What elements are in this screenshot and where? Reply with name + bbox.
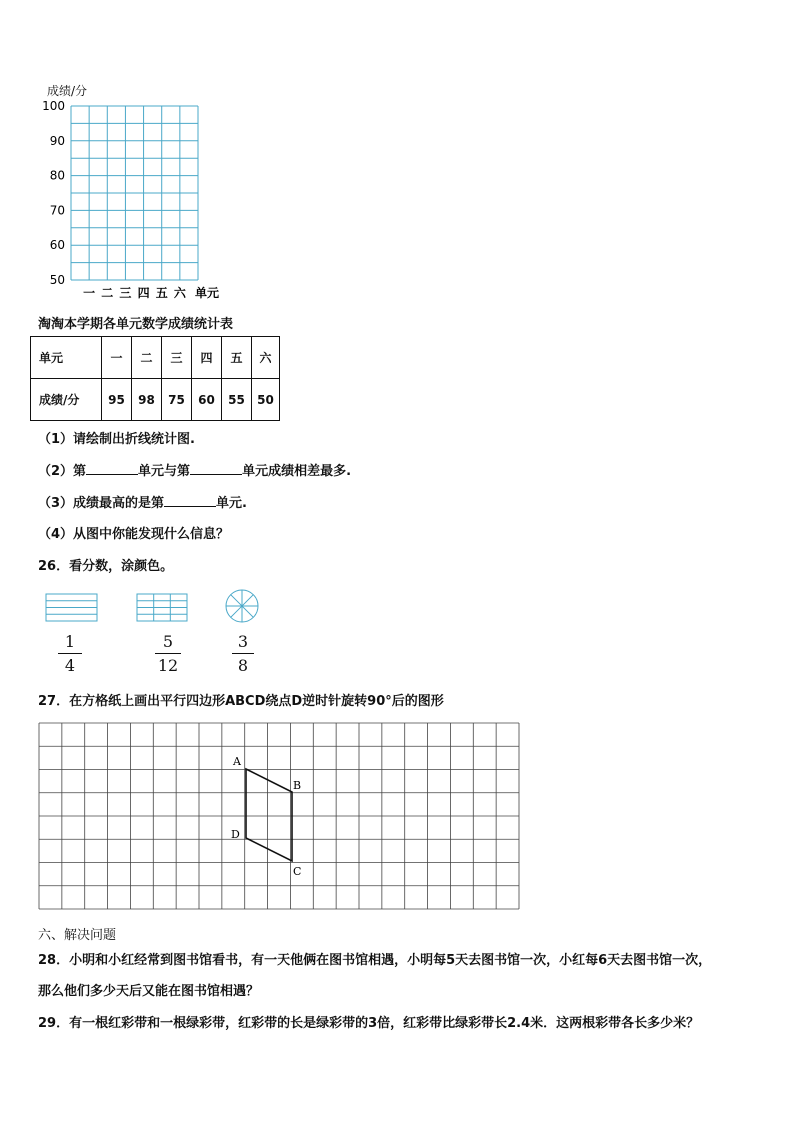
grid-paper[interactable] [0, 700, 794, 915]
fraction-denominator: 12 [157, 656, 179, 675]
x-tick-label: 二 [101, 286, 114, 300]
fraction-numerator: 1 [64, 632, 76, 651]
x-tick-label: 三 [119, 286, 132, 300]
fraction-denominator: 8 [237, 656, 249, 675]
table-row-label: 成绩/分 [31, 379, 102, 421]
circle-shape-8-parts[interactable] [226, 590, 258, 622]
question-28-line-2: 那么他们多少天后又能在图书馆相遇？ [38, 984, 260, 999]
table-header-label: 单元 [31, 337, 102, 379]
table-title: 淘淘本学期各单元数学成绩统计表 [38, 317, 234, 332]
y-tick-label: 60 [49, 238, 65, 253]
y-tick-label: 70 [49, 203, 65, 218]
fraction-numerator: 5 [162, 632, 174, 651]
chart-gridlines [71, 106, 198, 280]
section-title: 六、解决问题 [38, 928, 117, 943]
fraction-3 [232, 632, 254, 675]
fraction-shapes [0, 585, 300, 630]
question-25-part-4: （4）从图中你能发现什么信息？ [38, 527, 230, 542]
question-26-title: 26．看分数，涂颜色。 [38, 559, 174, 574]
question-29: 29．有一根红彩带和一根绿彩带，红彩带的长是绿彩带的3倍，红彩带比绿彩带长2.4米．这两根彩带各长多少米？ [38, 1016, 700, 1031]
score-cell: 95 [102, 379, 132, 421]
unit-cell: 六 [252, 337, 280, 379]
question-25-part-1: （1）请绘制出折线统计图. [38, 432, 195, 447]
x-tick-label: 六 [173, 286, 186, 300]
score-table [30, 336, 280, 421]
fraction-2 [155, 632, 181, 675]
score-cell: 75 [162, 379, 192, 421]
question-25-part-3 [38, 492, 247, 511]
rect-shape-12-parts[interactable] [137, 594, 187, 621]
unit-cell: 三 [162, 337, 192, 379]
unit-cell: 一 [102, 337, 132, 379]
chart-x-ticks [83, 285, 219, 300]
point-label-d: D [231, 828, 240, 841]
x-tick-label: 一 [83, 286, 96, 300]
unit-cell: 五 [222, 337, 252, 379]
unit-cell: 二 [132, 337, 162, 379]
y-tick-label: 90 [49, 133, 65, 148]
rect-shape-4-parts[interactable] [46, 594, 97, 621]
x-tick-label: 五 [155, 286, 168, 300]
grid-paper-lines [39, 723, 519, 909]
question-28-line-1: 28．小明和小红经常到图书馆看书，有一天他俩在图书馆相遇，小明每5天去图书馆一次，小红每6天去图书馆一次， [38, 953, 712, 968]
fraction-numerator: 3 [237, 632, 249, 651]
question-25-part-2 [38, 460, 351, 479]
y-tick-label: 100 [42, 99, 65, 113]
score-cell: 50 [252, 379, 280, 421]
chart-ylabel: 成绩/分 [47, 84, 88, 98]
answer-blank[interactable] [190, 462, 242, 475]
q25-p3-text-a: （3）成绩最高的是第 [38, 496, 165, 511]
table-row [31, 379, 280, 421]
x-axis-label: 单元 [194, 286, 220, 300]
question-27-title: 27．在方格纸上画出平行四边形ABCD绕点D逆时针旋转90°后的图形 [38, 694, 444, 709]
point-label-b: B [293, 779, 302, 792]
chart-y-ticks [42, 99, 65, 287]
q25-p2-text-b: 单元与第 [138, 464, 191, 479]
score-cell: 98 [132, 379, 162, 421]
point-label-c: C [293, 865, 302, 878]
line-chart-grid[interactable] [0, 0, 794, 310]
x-tick-label: 四 [137, 286, 150, 300]
score-cell: 60 [192, 379, 222, 421]
answer-blank[interactable] [164, 494, 216, 507]
parallelogram-abcd [246, 769, 292, 861]
q25-p2-text-c: 单元成绩相差最多. [242, 464, 352, 479]
fraction-denominator: 4 [64, 656, 76, 675]
fraction-1 [58, 632, 82, 675]
point-label-a: A [233, 755, 241, 768]
q25-p3-text-b: 单元. [216, 496, 247, 511]
score-cell: 55 [222, 379, 252, 421]
y-tick-label: 50 [49, 273, 65, 287]
q25-p2-text-a: （2）第 [38, 464, 87, 479]
unit-cell: 四 [192, 337, 222, 379]
table-row [31, 337, 280, 379]
answer-blank[interactable] [86, 462, 138, 475]
y-tick-label: 80 [49, 168, 65, 183]
